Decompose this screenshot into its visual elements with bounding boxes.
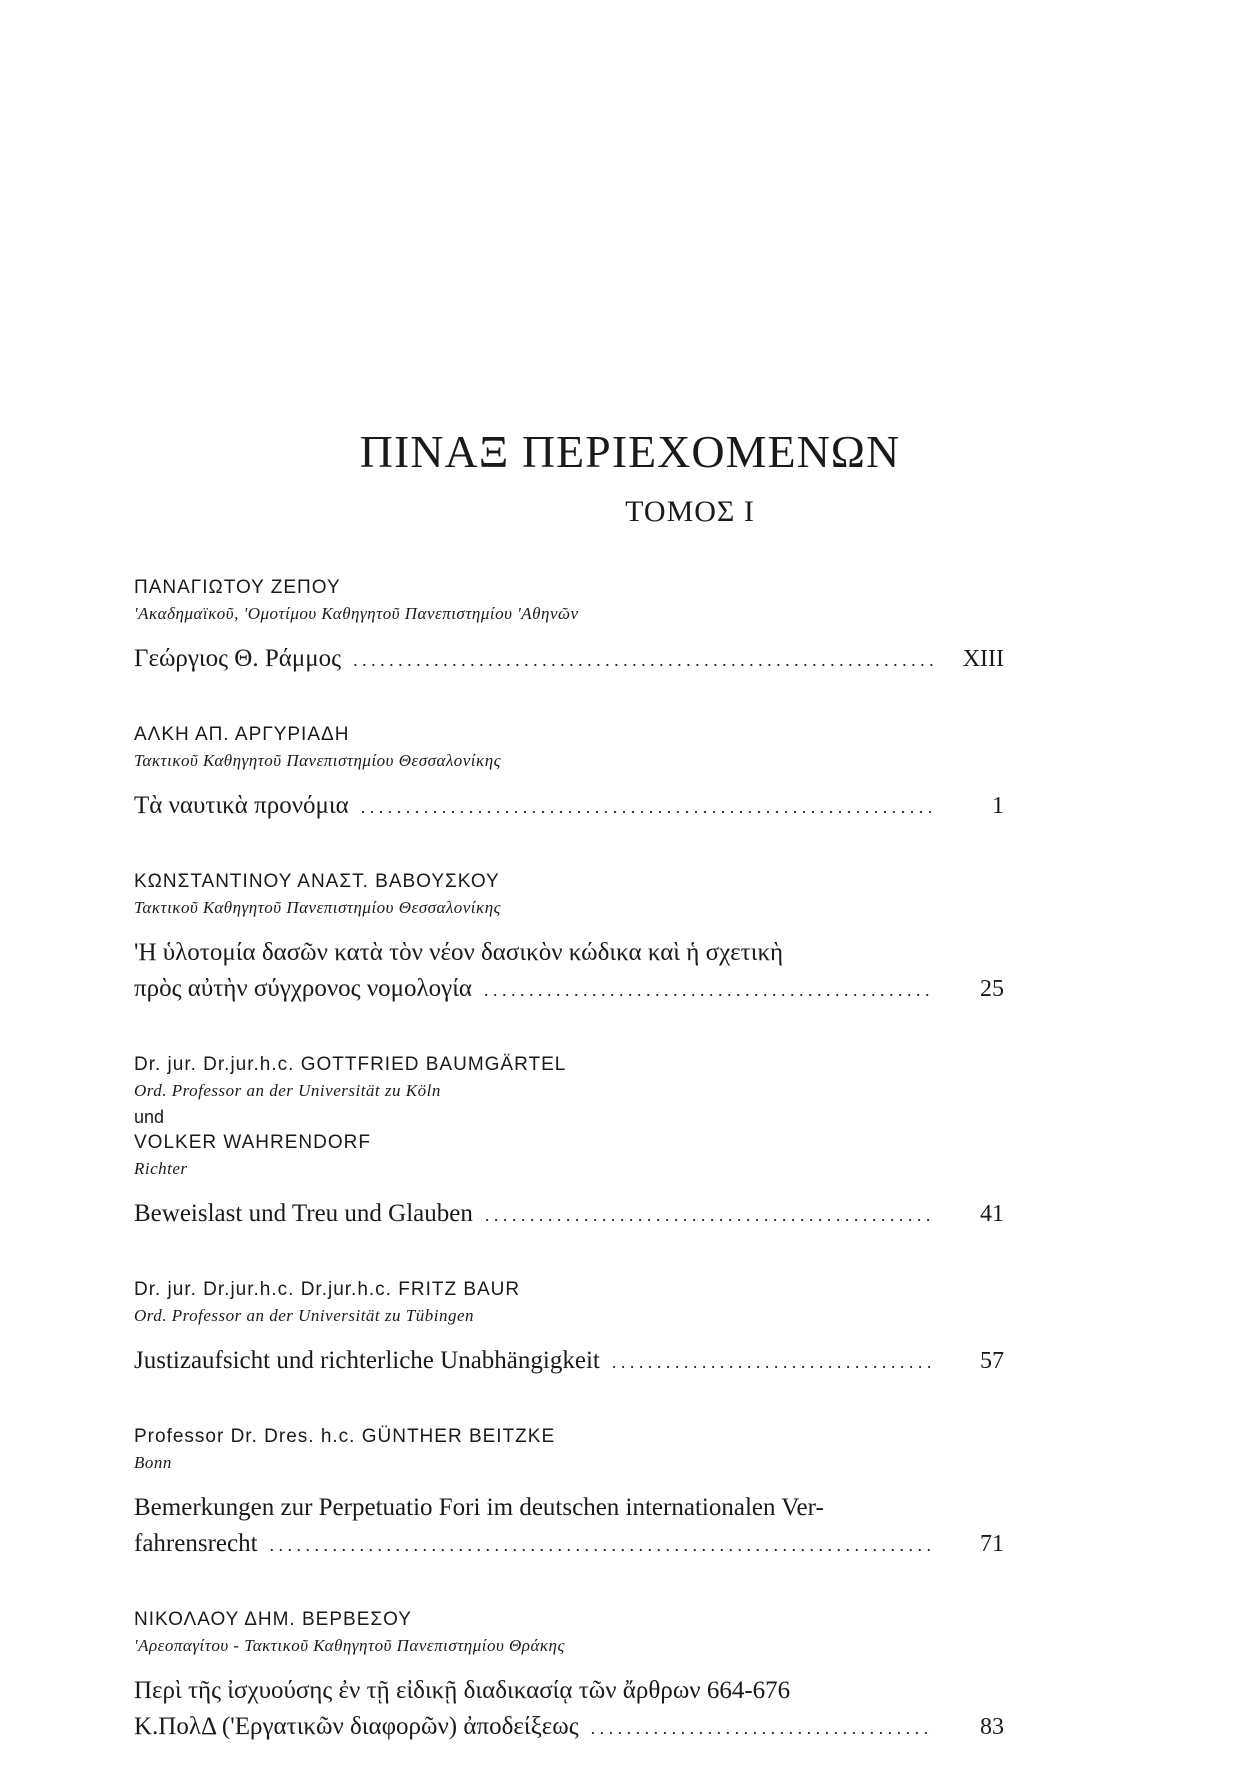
entry-author: ΝΙΚΟΛΑΟΥ ΔΗΜ. ΒΕΡΒΕΣΟΥ [134,1609,412,1630]
entry-affiliation: 'Αρεοπαγίτου - Τακτικοῦ Καθηγητοῦ Πανεπιστημίου Θράκης [134,1636,565,1655]
entry-author: ΠΑΝΑΓΙΩΤΟΥ ΖΕΠΟΥ [134,577,341,598]
entry-title-line-2[interactable]: fahrensrecht [134,1530,258,1557]
toc-entry [134,1424,1004,1563]
entry-title-line-1[interactable]: Περὶ τῆς ἰσχυούσης ἐν τῇ εἰδικῇ διαδικασίᾳ τῶν ἄρθρων 664-676 [134,1677,791,1704]
dot-leader [612,1344,934,1380]
dot-leader [270,1527,934,1563]
entry-title[interactable]: Beweislast und Treu und Glauben [134,1200,473,1227]
entry-work-row[interactable] [134,788,1004,825]
entry-affiliation: Τακτικοῦ Καθηγητοῦ Πανεπιστημίου Θεσσαλονίκης [134,898,502,917]
entry-title[interactable]: Justizaufsicht und richterliche Unabhängigkeit [134,1347,600,1374]
author-connector: und [134,1107,165,1127]
entry-affiliation: Ord. Professor an der Universität zu Köln [134,1081,441,1100]
toc-entry [134,1052,1004,1233]
entry-work-row[interactable] [134,641,1004,678]
volume-heading: ΤΟΜΟΣ Ι [625,495,755,528]
entry-work-block[interactable] [134,1673,1004,1746]
entry-affiliation: Bonn [134,1453,172,1472]
entry-author: Dr. jur. Dr.jur.h.c. GOTTFRIED BAUMGÄRTEL [134,1054,567,1075]
entry-work-block[interactable] [134,935,1004,1008]
entry-title-line-2[interactable]: Κ.ΠολΔ ('Εργατικῶν διαφορῶν) ἀποδείξεως [134,1713,579,1740]
entry-affiliation: 'Ακαδημαϊκοῦ, 'Ομοτίμου Καθηγητοῦ Πανεπιστημίου 'Αθηνῶν [134,604,579,623]
entry-author: Professor Dr. Dres. h.c. GÜNTHER BEITZKE [134,1426,556,1447]
entry-affiliation: Τακτικοῦ Καθηγητοῦ Πανεπιστημίου Θεσσαλονίκης [134,751,502,770]
toc-entry [134,1277,1004,1380]
toc-entry [134,869,1004,1008]
toc-list [134,575,1004,1746]
dot-leader [485,1197,934,1233]
entry-page-number: 41 [980,1201,1004,1227]
page-title: ΠΙΝΑΞ ΠΕΡΙΕΧΟΜΕΝΩΝ [359,426,901,477]
entry-affiliation: Ord. Professor an der Universität zu Tübingen [134,1306,474,1325]
entry-page-number: XIII [962,646,1004,672]
entry-title[interactable]: Γεώργιος Θ. Ράμμος [134,645,342,672]
entry-author: ΑΛΚΗ ΑΠ. ΑΡΓΥΡΙΑΔΗ [134,724,350,745]
entry-title-line-1[interactable]: Bemerkungen zur Perpetuatio Fori im deutschen internationalen Ver- [134,1494,824,1521]
dot-leader [484,972,934,1008]
entry-title-line-1[interactable]: 'Η ὑλοτομία δασῶν κατὰ τὸν νέον δασικὸν κώδικα καὶ ἡ σχετικὴ [134,939,784,966]
entry-work-row[interactable] [134,1343,1004,1380]
dot-leader [361,789,934,825]
entry-page-number: 71 [980,1531,1004,1557]
entry-work-row[interactable] [134,1196,1004,1233]
entry-author-secondary: VOLKER WAHRENDORF [134,1132,371,1153]
toc-entry [134,1607,1004,1746]
entry-page-number: 25 [980,976,1004,1002]
entry-work-block[interactable] [134,1490,1004,1563]
entry-affiliation-secondary: Richter [134,1159,188,1178]
dot-leader [591,1710,934,1746]
entry-author: Dr. jur. Dr.jur.h.c. Dr.jur.h.c. FRITZ BAUR [134,1279,521,1300]
entry-page-number: 1 [992,793,1004,819]
dot-leader [353,642,934,678]
entry-page-number: 83 [980,1714,1004,1740]
entry-author: ΚΩΝΣΤΑΝΤΙΝΟΥ ΑΝΑΣΤ. ΒΑΒΟΥΣΚΟΥ [134,871,500,892]
toc-entry [134,575,1004,678]
entry-title[interactable]: Τὰ ναυτικὰ προνόμια [134,792,349,819]
entry-title-line-2[interactable]: πρὸς αὐτὴν σύγχρονος νομολογία [134,975,473,1002]
toc-entry [134,722,1004,825]
entry-page-number: 57 [980,1348,1004,1374]
